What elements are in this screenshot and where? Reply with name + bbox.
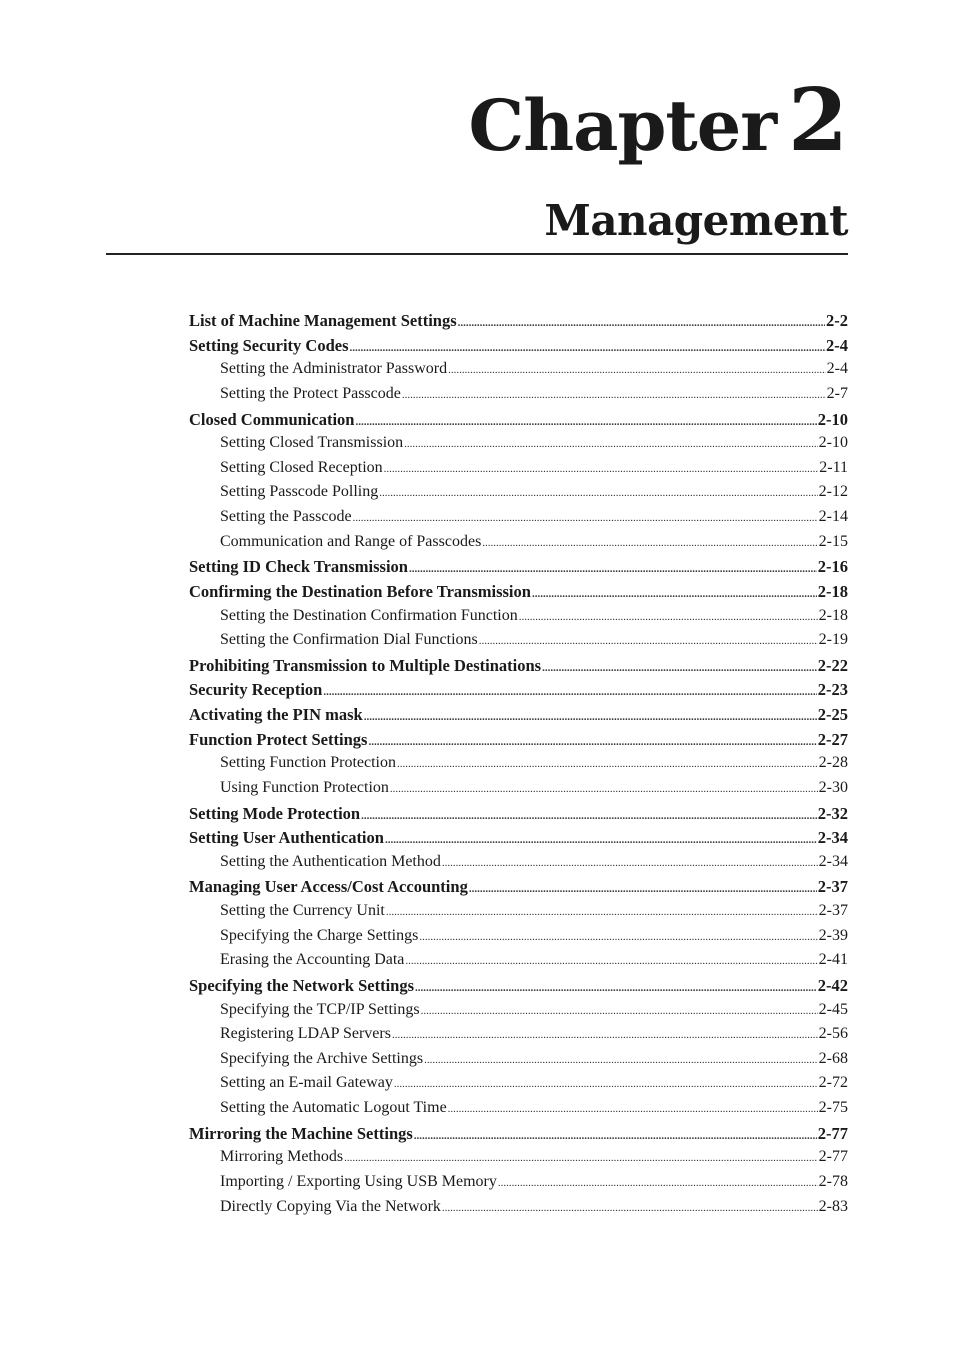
toc-page-number: 2-30 xyxy=(818,778,848,796)
toc-leader-dots xyxy=(498,1177,818,1189)
toc-leader-dots xyxy=(392,1029,818,1041)
toc-page-number: 2-37 xyxy=(817,877,848,897)
toc-entry-label: List of Machine Management Settings xyxy=(189,311,457,330)
toc-section-entry[interactable] xyxy=(189,877,848,902)
toc-leader-dots xyxy=(542,662,817,674)
toc-entry-label: Directly Copying Via the Network xyxy=(220,1197,441,1215)
toc-entry-label: Importing / Exporting Using USB Memory xyxy=(220,1172,497,1190)
toc-entry-label: Setting the Administrator Password xyxy=(220,360,448,378)
toc-subsection-entry[interactable] xyxy=(189,1148,848,1173)
toc-entry-label: Confirming the Destination Before Transmission xyxy=(189,581,531,601)
toc-leader-dots xyxy=(421,1005,818,1017)
toc-page-number: 2-39 xyxy=(818,926,848,944)
toc-leader-dots xyxy=(469,883,817,895)
toc-page-number: 2-10 xyxy=(817,409,848,429)
toc-leader-dots xyxy=(448,1103,818,1115)
toc-entry-label: Setting Closed Reception xyxy=(220,458,383,476)
toc-section-entry[interactable] xyxy=(189,1124,848,1149)
chapter-number: 2 xyxy=(788,70,848,171)
chapter-heading xyxy=(468,70,848,171)
toc-leader-dots xyxy=(386,906,818,918)
toc-entry-label: Specifying the TCP/IP Settings xyxy=(220,1000,420,1018)
toc-subsection-entry[interactable] xyxy=(189,1001,848,1026)
toc-subsection-entry[interactable] xyxy=(189,1099,848,1124)
toc-page-number: 2-7 xyxy=(826,384,848,402)
toc-entry-label: Setting Security Codes xyxy=(189,335,349,355)
toc-page-number: 2-4 xyxy=(826,360,848,378)
toc-leader-dots xyxy=(344,1152,818,1164)
toc-page-number: 2-11 xyxy=(819,458,848,476)
toc-page-number: 2-16 xyxy=(817,557,848,577)
toc-entry-label: Setting Passcode Polling xyxy=(220,483,379,501)
toc-subsection-entry[interactable] xyxy=(189,754,848,779)
toc-section-entry[interactable] xyxy=(189,680,848,705)
toc-leader-dots xyxy=(390,783,818,795)
toc-page-number: 2-45 xyxy=(818,1000,848,1018)
toc-leader-dots xyxy=(385,834,817,846)
toc-leader-dots xyxy=(361,810,817,822)
toc-page-number: 2-56 xyxy=(818,1025,848,1043)
toc-subsection-entry[interactable] xyxy=(189,927,848,952)
toc-entry-label: Activating the PIN mask xyxy=(189,705,363,724)
toc-page-number: 2-25 xyxy=(817,705,848,724)
toc-page-number: 2-77 xyxy=(817,1123,848,1143)
toc-subsection-entry[interactable] xyxy=(189,779,848,804)
toc-page-number: 2-34 xyxy=(818,852,848,870)
toc-page-number: 2-18 xyxy=(817,581,848,601)
toc-page-number: 2-32 xyxy=(817,803,848,823)
toc-page-number: 2-18 xyxy=(818,606,848,624)
toc-entry-label: Setting Function Protection xyxy=(220,754,396,772)
chapter-word: Chapter xyxy=(468,84,777,167)
toc-leader-dots xyxy=(424,1054,818,1066)
toc-entry-label: Setting User Authentication xyxy=(189,828,384,848)
toc-entry-label: Prohibiting Transmission to Multiple Destinations xyxy=(189,655,542,675)
toc-subsection-entry[interactable] xyxy=(189,1198,848,1223)
toc-leader-dots xyxy=(323,686,816,698)
toc-page-number: 2-27 xyxy=(817,729,848,749)
toc-page-number: 2-78 xyxy=(818,1172,848,1190)
toc-page-number: 2-14 xyxy=(818,508,848,525)
toc-subsection-entry[interactable] xyxy=(189,1173,848,1198)
toc-subsection-entry[interactable] xyxy=(189,508,848,533)
toc-page-number: 2-68 xyxy=(818,1049,848,1067)
toc-entry-label: Setting the Automatic Logout Time xyxy=(220,1099,447,1116)
toc-entry-label: Closed Communication xyxy=(189,409,355,429)
toc-subsection-entry[interactable] xyxy=(189,607,848,632)
toc-section-entry[interactable] xyxy=(189,730,848,755)
toc-section-entry[interactable] xyxy=(189,804,848,829)
toc-section-entry[interactable] xyxy=(189,336,848,361)
toc-leader-dots xyxy=(442,1202,818,1214)
toc-subsection-entry[interactable] xyxy=(189,434,848,459)
toc-page-number: 2-41 xyxy=(818,951,848,969)
toc-subsection-entry[interactable] xyxy=(189,1025,848,1050)
toc-page-number: 2-28 xyxy=(818,754,848,772)
toc-page-number: 2-42 xyxy=(817,975,848,995)
toc-section-entry[interactable] xyxy=(189,410,848,435)
toc-subsection-entry[interactable] xyxy=(189,360,848,385)
toc-leader-dots xyxy=(394,1078,818,1090)
toc-page-number: 2-83 xyxy=(818,1197,848,1215)
toc-subsection-entry[interactable] xyxy=(189,951,848,976)
toc-entry-label: Communication and Range of Passcodes xyxy=(220,532,482,550)
toc-subsection-entry[interactable] xyxy=(189,459,848,484)
toc-entry-label: Setting ID Check Transmission xyxy=(189,557,408,577)
toc-entry-label: Mirroring Methods xyxy=(220,1148,344,1166)
toc-section-entry[interactable] xyxy=(189,705,848,730)
toc-leader-dots xyxy=(350,342,826,354)
toc-leader-dots xyxy=(415,982,817,994)
toc-page-number: 2-77 xyxy=(818,1148,848,1166)
toc-subsection-entry[interactable] xyxy=(189,483,848,508)
toc-leader-dots xyxy=(458,317,825,329)
toc-subsection-entry[interactable] xyxy=(189,631,848,656)
toc-section-entry[interactable] xyxy=(189,311,848,336)
toc-subsection-entry[interactable] xyxy=(189,902,848,927)
toc-leader-dots xyxy=(519,611,818,623)
toc-page-number: 2-12 xyxy=(818,483,848,501)
toc-leader-dots xyxy=(397,758,818,770)
toc-leader-dots xyxy=(482,537,817,549)
toc-leader-dots xyxy=(384,463,819,475)
toc-leader-dots xyxy=(448,364,826,376)
toc-page-number: 2-37 xyxy=(818,902,848,919)
toc-entry-label: Registering LDAP Servers xyxy=(220,1025,391,1043)
toc-leader-dots xyxy=(442,857,818,869)
toc-leader-dots xyxy=(419,931,817,943)
toc-leader-dots xyxy=(364,711,817,723)
toc-entry-label: Setting the Authentication Method xyxy=(220,852,441,870)
toc-leader-dots xyxy=(414,1130,817,1142)
toc-leader-dots xyxy=(532,588,817,600)
toc-section-entry[interactable] xyxy=(189,976,848,1001)
toc-page-number: 2-22 xyxy=(817,655,848,675)
toc-page-number: 2-75 xyxy=(818,1099,848,1116)
toc-section-entry[interactable] xyxy=(189,828,848,853)
toc-subsection-entry[interactable] xyxy=(189,853,848,878)
toc-entry-label: Specifying the Archive Settings xyxy=(220,1049,424,1067)
toc-entry-label: Specifying the Network Settings xyxy=(189,975,415,995)
toc-entry-label: Setting Mode Protection xyxy=(189,803,361,823)
toc-entry-label: Setting the Currency Unit xyxy=(220,902,385,919)
table-of-contents xyxy=(189,311,848,1222)
toc-leader-dots xyxy=(405,955,817,967)
toc-leader-dots xyxy=(402,389,826,401)
toc-entry-label: Using Function Protection xyxy=(220,778,389,796)
toc-subsection-entry[interactable] xyxy=(189,533,848,558)
toc-entry-label: Specifying the Charge Settings xyxy=(220,926,419,944)
toc-page-number: 2-10 xyxy=(818,434,848,452)
toc-page-number: 2-2 xyxy=(826,311,848,330)
toc-page-number: 2-15 xyxy=(818,532,848,550)
toc-page-number: 2-72 xyxy=(818,1074,848,1092)
toc-leader-dots xyxy=(404,438,818,450)
toc-section-entry[interactable] xyxy=(189,656,848,681)
toc-entry-label: Mirroring the Machine Settings xyxy=(189,1123,413,1143)
toc-page-number: 2-23 xyxy=(817,680,848,700)
chapter-title: Management xyxy=(544,196,848,245)
toc-entry-label: Erasing the Accounting Data xyxy=(220,951,405,969)
toc-subsection-entry[interactable] xyxy=(189,1074,848,1099)
toc-subsection-entry[interactable] xyxy=(189,385,848,410)
toc-page-number: 2-4 xyxy=(826,335,848,355)
toc-page-number: 2-19 xyxy=(818,631,848,649)
toc-leader-dots xyxy=(353,512,818,524)
toc-leader-dots xyxy=(479,635,818,647)
toc-entry-label: Setting the Confirmation Dial Functions xyxy=(220,631,478,649)
toc-entry-label: Setting the Protect Passcode xyxy=(220,384,401,402)
toc-entry-label: Function Protect Settings xyxy=(189,729,368,749)
toc-leader-dots xyxy=(379,487,817,499)
toc-section-entry[interactable] xyxy=(189,557,848,582)
toc-leader-dots xyxy=(355,416,816,428)
toc-leader-dots xyxy=(409,563,817,575)
toc-entry-label: Setting the Passcode xyxy=(220,508,352,525)
toc-entry-label: Setting the Destination Confirmation Function xyxy=(220,606,518,624)
toc-page-number: 2-34 xyxy=(817,828,848,848)
title-divider xyxy=(106,253,848,255)
toc-entry-label: Security Reception xyxy=(189,680,323,700)
toc-entry-label: Setting Closed Transmission xyxy=(220,434,404,452)
toc-section-entry[interactable] xyxy=(189,582,848,607)
toc-entry-label: Managing User Access/Cost Accounting xyxy=(189,877,468,897)
toc-entry-label: Setting an E-mail Gateway xyxy=(220,1074,393,1092)
toc-leader-dots xyxy=(368,736,816,748)
toc-subsection-entry[interactable] xyxy=(189,1050,848,1075)
